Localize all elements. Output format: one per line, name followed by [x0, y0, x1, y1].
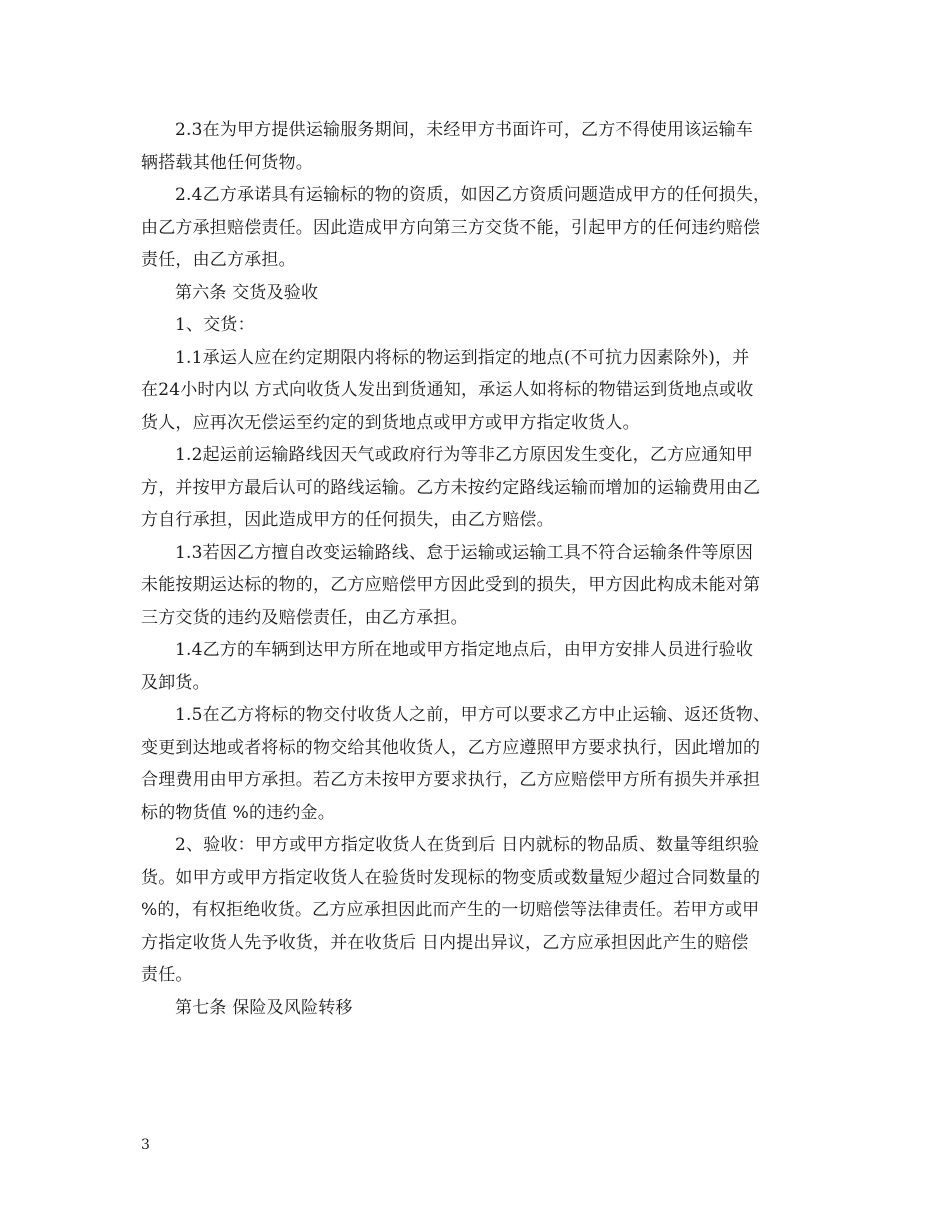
clause-1-4: [141, 634, 811, 699]
text-line: 1.4乙方的车辆到达甲方所在地或甲方指定地点后，由甲方安排人员进行验收: [175, 640, 754, 660]
text-line: 方指定收货人先予收货，并在收货后 日内提出异议，乙方应承担因此产生的赔偿: [141, 932, 749, 953]
page-number: 3: [141, 1137, 150, 1153]
text-line: 变更到达地或者将标的物交给其他收货人，乙方应遵照甲方要求执行，因此增加的: [141, 737, 761, 758]
text-line: 1.5在乙方将标的物交付收货人之前，甲方可以要求乙方中止运输、返还货物、: [175, 705, 771, 725]
document-body: [141, 114, 811, 1024]
text-line: 方，并按甲方最后认可的路线运输。乙方未按约定路线运输而增加的运输费用由乙: [141, 477, 761, 498]
text-line: 货。如甲方或甲方指定收货人在验货时发现标的物变质或数量短少超过合同数量的: [141, 867, 761, 888]
text-line: 1.2起运前运输路线因天气或政府行为等非乙方原因发生变化，乙方应通知甲: [175, 445, 754, 465]
article-6-heading: [141, 277, 811, 310]
section-heading: 第六条 交货及验收: [175, 282, 319, 303]
text-line: 2、验收：甲方或甲方指定收货人在货到后 日内就标的物品质、数量等组织验: [175, 835, 760, 855]
text-line: 三方交货的违约及赔偿责任，由乙方承担。: [141, 607, 468, 628]
text-line: 1.3若因乙方擅自改变运输路线、怠于运输或运输工具不符合运输条件等原因: [175, 542, 754, 563]
clause-2-4: [141, 179, 811, 277]
text-line: 合理费用由甲方承担。若乙方未按甲方要求执行，乙方应赔偿甲方所有损失并承担: [141, 770, 761, 790]
clause-1-3: [141, 537, 811, 635]
text-line: 1.1承运人应在约定期限内将标的物运到指定的地点(不可抗力因素除外)，并: [175, 347, 750, 368]
text-line: 及卸货。: [141, 672, 210, 693]
text-line: 未能按期运达标的物的，乙方应赔偿甲方因此受到的损失，甲方因此构成未能对第: [141, 575, 761, 595]
text-line: 方自行承担，因此造成甲方的任何损失，由乙方赔偿。: [141, 510, 554, 530]
clause-1-2: [141, 439, 811, 537]
text-line: 责任。: [141, 965, 193, 985]
item-2-inspection: [141, 829, 811, 992]
text-line: %的，有权拒绝收货。乙方应承担因此而产生的一切赔偿等法律责任。若甲方或甲: [141, 900, 760, 920]
text-line: 由乙方承担赔偿责任。因此造成甲方向第三方交货不能，引起甲方的任何违约赔偿: [141, 217, 761, 238]
text-line: 2.3在为甲方提供运输服务期间，未经甲方书面许可，乙方不得使用该运输车: [175, 120, 754, 140]
clause-1-1: [141, 342, 811, 440]
text-line: 2.4乙方承诺具有运输标的物的资质，如因乙方资质问题造成甲方的任何损失，: [175, 185, 771, 205]
item-1-delivery-heading: [141, 309, 811, 342]
section-heading: 第七条 保险及风险转移: [175, 997, 353, 1018]
text-line: 标的物货值 %的违约金。: [141, 802, 335, 823]
text-line: 货人，应再次无偿运至约定的到货地点或甲方或甲方指定收货人。: [141, 412, 640, 433]
text-line: 辆搭载其他任何货物。: [141, 152, 313, 173]
clause-1-5: [141, 699, 811, 829]
text-line: 责任，由乙方承担。: [141, 250, 296, 270]
clause-2-3: [141, 114, 811, 179]
subsection-heading: 1、交货：: [175, 315, 255, 335]
article-7-heading: [141, 992, 811, 1025]
text-line: 在24小时内以 方式向收货人发出到货通知，承运人如将标的物错运到货地点或收: [141, 380, 754, 400]
